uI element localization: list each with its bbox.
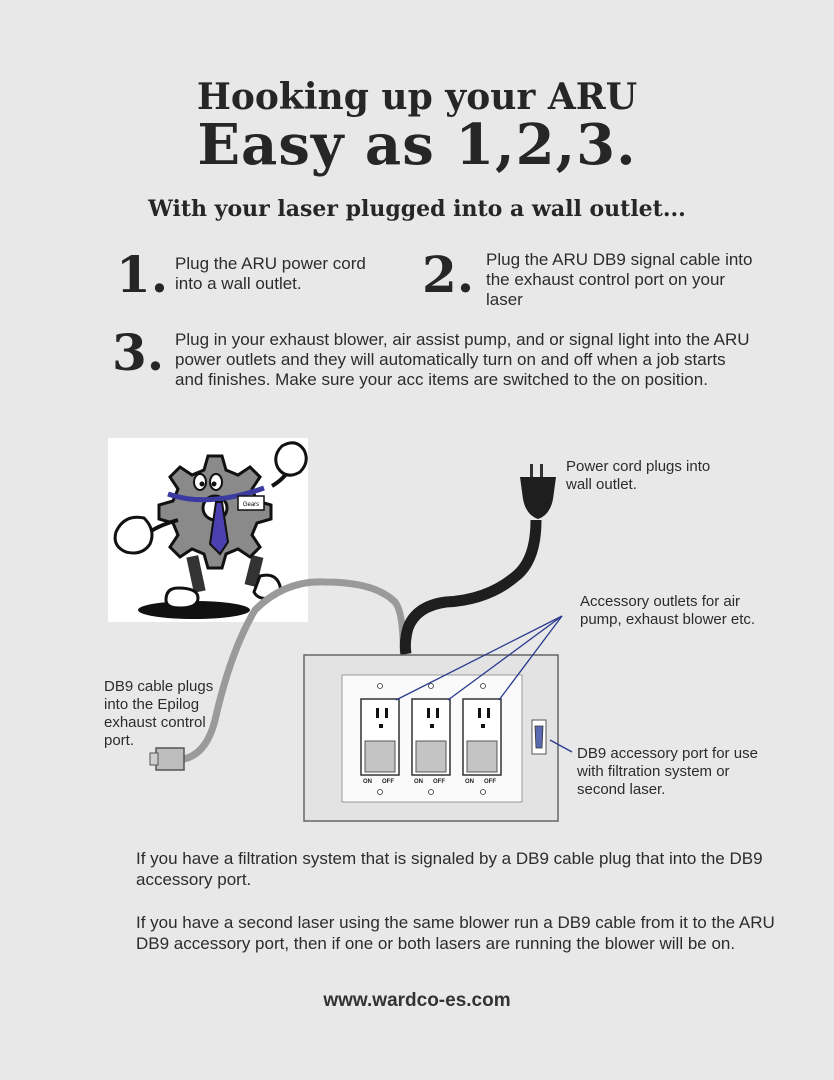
power-cord-note: Power cord plugs into wall outlet. [566, 458, 711, 493]
switch-3-on-label: ON [465, 779, 474, 785]
step-3-number: 3. [112, 323, 165, 382]
db9-accessory-port-icon [532, 720, 546, 754]
db9-cable-note: DB9 cable plugs into the Epilog exhaust control port. [104, 678, 214, 749]
mascot-badge: Gears [242, 502, 260, 508]
subtitle: With your laser plugged into a wall outlet... [148, 196, 686, 222]
step-1-number: 1. [116, 245, 169, 304]
switch-2-off-label: OFF [433, 779, 445, 785]
accessory-outlet-2-icon [412, 699, 450, 775]
accessory-outlet-3-icon [463, 699, 501, 775]
website-link[interactable]: www.wardco-es.com [323, 990, 511, 1011]
switch-1-on-label: ON [363, 779, 372, 785]
step-2-text: Plug the ARU DB9 signal cable into the exhaust control port on your laser [486, 250, 753, 309]
title-line-2: Easy as 1,2,3. [197, 112, 637, 178]
accessory-outlet-1-icon [361, 699, 399, 775]
accessory-outlets-note: Accessory outlets for air pump, exhaust blower etc. [580, 593, 756, 628]
db9-plug-icon [156, 748, 184, 770]
switch-3-off-label: OFF [484, 779, 496, 785]
title-line-1: Hooking up your ARU [196, 76, 638, 118]
power-cord [405, 520, 536, 654]
power-plug-icon [520, 464, 556, 519]
second-laser-paragraph: If you have a second laser using the same blower run a DB9 cable from it to the ARU DB9 accessory port, then if one or both lasers are running the blower will be on. [136, 913, 775, 953]
switch-1-off-label: OFF [382, 779, 394, 785]
db9-port-note: DB9 accessory port for use with filtration system or second laser. [577, 745, 758, 798]
switch-2-on-label: ON [414, 779, 423, 785]
step-3-text: Plug in your exhaust blower, air assist pump, and or signal light into the ARU power outlets and they will automatically turn on and off when a job starts and finishes. Make sure your acc items are switched to the on position. [175, 330, 750, 389]
step-1-text: Plug the ARU power cord into a wall outlet. [175, 254, 366, 293]
step-2-number: 2. [422, 245, 475, 304]
filtration-paragraph: If you have a filtration system that is signaled by a DB9 cable plug that into the DB9 accessory port. [136, 849, 763, 889]
